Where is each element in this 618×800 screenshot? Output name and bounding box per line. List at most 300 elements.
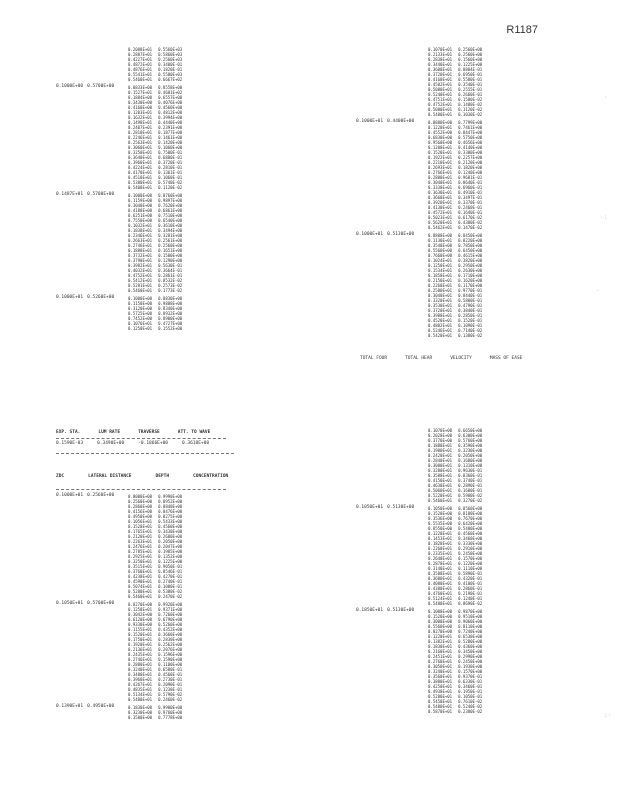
- depth-value: 0.4230E+01: [128, 574, 153, 579]
- concentration-value: 0.2890E-01: [458, 483, 483, 488]
- concentration-value: 0.6960E-01: [458, 185, 483, 190]
- concentration-value: 0.1290E+00: [158, 258, 183, 263]
- depth-value: 0.3515E+01: [128, 564, 153, 569]
- concentration-value: 0.8760E+00: [158, 193, 183, 198]
- group-label: [356, 505, 414, 511]
- concentration-value: 0.9681E-01: [458, 175, 483, 180]
- depth-value: 0.1220E+01: [428, 125, 453, 130]
- concentration-value: 0.7778E+00: [158, 715, 183, 720]
- depth-value: 0.4760E+01: [428, 591, 453, 596]
- depth-value: 0.2663E+01: [128, 238, 153, 243]
- concentration-value: 0.1930E+00: [458, 664, 483, 669]
- depth-value: 0.5460E+01: [128, 594, 153, 599]
- data-row: [428, 112, 482, 117]
- depth-value: 0.3430E+00: [128, 100, 153, 105]
- depth-value: 0.5124E+01: [428, 596, 453, 601]
- concentration-value: 0.2470E-02: [158, 594, 183, 599]
- concentration-value: 0.2740E-01: [158, 579, 183, 584]
- group-label-value: 0.2560E+00: [87, 493, 115, 498]
- depth-value: 0.3250E+01: [128, 559, 153, 564]
- group-label-value: 0.5130E+00: [387, 608, 415, 613]
- depth-value: 0.4188E+00: [128, 208, 153, 213]
- upper-right-footer-labels: [360, 356, 522, 362]
- group-label-value: 0.5700E+00: [87, 84, 115, 89]
- concentration-value: 0.7260E+00: [158, 612, 183, 617]
- depth-value: 0.8270E+00: [428, 629, 453, 634]
- group-label-value: 0.1050E+01: [356, 505, 384, 510]
- value-column: [428, 120, 482, 230]
- concentration-value: 0.2190E-01: [458, 591, 483, 596]
- concentration-value: 0.2076E+00: [158, 647, 183, 652]
- concentration-value: 0.6880E-01: [158, 155, 183, 160]
- document-id: R1187: [506, 24, 538, 36]
- concentration-value: 0.6540E+00: [158, 218, 183, 223]
- depth-value: 0.4150E+01: [428, 478, 453, 483]
- concentration-value: 0.8180E+00: [458, 511, 483, 516]
- depth-value: 0.2020E+00: [428, 433, 453, 438]
- depth-value: 0.3530E+01: [428, 303, 453, 308]
- data-row: [428, 498, 482, 503]
- footer-label: TOTAL HEAR: [405, 356, 433, 361]
- depth-value: 0.2560E+00: [128, 499, 153, 504]
- depth-value: 0.1000E+00: [128, 296, 153, 301]
- depth-value: 0.5450E+01: [428, 699, 453, 704]
- concentration-value: 0.2560E+00: [458, 47, 483, 52]
- depth-value: 0.2880E+01: [428, 175, 453, 180]
- value-column: [428, 506, 482, 606]
- depth-value: 0.5280E+01: [128, 589, 153, 594]
- depth-value: 0.3320E+01: [428, 298, 453, 303]
- depth-value: 0.4170E+01: [128, 170, 153, 175]
- concentration-value: 0.6420E+00: [458, 521, 483, 526]
- depth-value: 0.6251E+00: [128, 213, 153, 218]
- depth-value: 0.4160E+01: [428, 77, 453, 82]
- concentration-value: 0.7240E+00: [458, 629, 483, 634]
- depth-value: 0.3042E+00: [128, 612, 153, 617]
- depth-value: 0.1850E+01: [428, 273, 453, 278]
- depth-value: 0.2840E+01: [428, 458, 453, 463]
- concentration-value: 0.4615E+00: [458, 253, 483, 258]
- depth-value: 0.1498E+01: [128, 120, 153, 125]
- concentration-value: 0.8804E-01: [458, 67, 483, 72]
- depth-value: 0.3040E+01: [428, 293, 453, 298]
- depth-value: 0.5480E+01: [128, 697, 153, 702]
- depth-value: 0.3680E+01: [428, 67, 453, 72]
- depth-value: 0.1032E+01: [128, 223, 153, 228]
- depth-value: 0.5240E+01: [428, 92, 453, 97]
- depth-value: 0.1159E+00: [128, 198, 153, 203]
- table-header: DEPTH: [155, 474, 170, 479]
- group-label: [56, 192, 114, 198]
- concentration-value: 0.1030E-02: [458, 112, 483, 117]
- concentration-value: 0.5790E-02: [158, 692, 183, 697]
- depth-value: 0.1830E+00: [128, 705, 153, 710]
- depth-value: 0.1000E+00: [128, 193, 153, 198]
- concentration-value: 0.3370E-01: [458, 200, 483, 205]
- depth-value: 0.4590E+01: [128, 579, 153, 584]
- depth-value: 0.3760E+01: [128, 569, 153, 574]
- depth-value: 0.2870E+01: [428, 561, 453, 566]
- depth-value: 0.2476E+01: [128, 544, 153, 549]
- data-row: [428, 709, 482, 714]
- depth-value: 0.1534E+01: [428, 268, 453, 273]
- group-label-value: 0.5700E+00: [87, 192, 115, 197]
- concentration-value: 0.1170E+00: [458, 283, 483, 288]
- depth-value: 0.3920E+01: [428, 200, 453, 205]
- depth-value: 0.4572E+01: [428, 210, 453, 215]
- depth-value: 0.4876E+01: [128, 67, 153, 72]
- depth-value: 0.2260E+01: [428, 283, 453, 288]
- depth-value: 0.1203E+01: [128, 110, 153, 115]
- concentration-value: 0.1500E+00: [158, 253, 183, 258]
- depth-value: 0.1520E+01: [128, 524, 153, 529]
- depth-value: 0.5560E+00: [428, 248, 453, 253]
- concentration-value: 0.1461E+00: [158, 135, 183, 140]
- concentration-value: 0.1640E-01: [458, 210, 483, 215]
- concentration-value: 0.1680E+00: [458, 458, 483, 463]
- depth-value: 0.4250E+01: [428, 684, 453, 689]
- concentration-value: 0.1985E+00: [158, 549, 183, 554]
- concentration-value: 0.1050E-01: [458, 694, 483, 699]
- concentration-value: 0.2560E+03: [158, 57, 183, 62]
- depth-value: 0.2760E+01: [428, 659, 453, 664]
- depth-value: 0.3120E+00: [128, 306, 153, 311]
- depth-value: 0.2150E+01: [428, 278, 453, 283]
- depth-value: 0.2887E+01: [128, 52, 153, 57]
- depth-value: 0.3680E+01: [428, 576, 453, 581]
- depth-value: 0.4130E+01: [428, 205, 453, 210]
- concentration-value: 0.1680E-01: [458, 488, 483, 493]
- depth-value: 0.1830E+01: [428, 644, 453, 649]
- table-header-divider: [56, 489, 226, 490]
- concentration-value: 0.2450E+00: [458, 551, 483, 556]
- depth-value: 0.3060E+01: [128, 145, 153, 150]
- depth-value: 0.1880E+01: [428, 443, 453, 448]
- value-column: [128, 296, 182, 331]
- depth-value: 0.1922E+01: [428, 155, 453, 160]
- concentration-value: 0.1000E-01: [158, 584, 183, 589]
- depth-value: 0.2746E+01: [128, 243, 153, 248]
- depth-value: 0.5380E+01: [128, 180, 153, 185]
- concentration-value: 0.4812E+00: [158, 110, 183, 115]
- concentration-value: 0.9371E+00: [158, 607, 183, 612]
- concentration-value: 0.5240E-02: [458, 704, 483, 709]
- concentration-value: 0.4560E+00: [458, 531, 483, 536]
- concentration-value: 0.4360E+00: [458, 644, 483, 649]
- depth-value: 0.3982E+01: [128, 263, 153, 268]
- concentration-value: 0.2257E+00: [458, 155, 483, 160]
- concentration-value: 0.1710E+00: [458, 273, 483, 278]
- concentration-value: 0.1651E+00: [158, 248, 183, 253]
- concentration-value: 0.1110E+00: [458, 566, 483, 571]
- concentration-value: 0.7610E-02: [458, 699, 483, 704]
- concentration-value: 0.6790E+00: [158, 617, 183, 622]
- concentration-value: 0.3820E+00: [458, 258, 483, 263]
- concentration-value: 0.4100E-01: [458, 581, 483, 586]
- depth-value: 0.3536E+00: [428, 516, 453, 521]
- concentration-value: 0.8450E+00: [458, 233, 483, 238]
- summary-value: 0.3490E+00: [97, 441, 125, 446]
- depth-value: 0.1520E+00: [428, 511, 453, 516]
- concentration-value: 0.2810E-01: [158, 165, 183, 170]
- concentration-value: 0.1420E+00: [158, 140, 183, 145]
- depth-value: 0.2693E+01: [428, 165, 453, 170]
- concentration-value: 0.8360E-01: [458, 473, 483, 478]
- depth-value: 0.2210E+01: [428, 160, 453, 165]
- concentration-value: 0.1470E-02: [458, 225, 483, 230]
- depth-value: 0.1155E+01: [128, 627, 153, 632]
- concentration-value: 0.2561E+00: [158, 238, 183, 243]
- summary-header: LUM RATE: [98, 430, 121, 435]
- concentration-value: 0.4727E+00: [158, 321, 183, 326]
- concentration-value: 0.5750E+00: [458, 135, 483, 140]
- depth-value: 0.1520E+00: [428, 614, 453, 619]
- concentration-value: 0.9870E+00: [458, 609, 483, 614]
- concentration-value: 0.8546E-01: [158, 569, 183, 574]
- concentration-value: 0.3430E+00: [158, 529, 183, 534]
- concentration-value: 0.8932E+00: [158, 311, 183, 316]
- depth-value: 0.3480E+01: [128, 672, 153, 677]
- concentration-value: 0.6650E+00: [458, 428, 483, 433]
- concentration-value: 0.4790E-01: [458, 303, 483, 308]
- depth-value: 0.1884E+00: [128, 95, 153, 100]
- depth-value: 0.5560E+00: [428, 624, 453, 629]
- depth-value: 0.3000E+00: [428, 619, 453, 624]
- depth-value: 0.4380E+01: [428, 586, 453, 591]
- depth-value: 0.5412E+01: [128, 278, 153, 283]
- concentration-value: 0.4560E+00: [158, 524, 183, 529]
- depth-value: 0.1220E+01: [428, 634, 453, 639]
- group-label-value: 0.4400E+00: [387, 119, 415, 124]
- concentration-value: 0.8952E+00: [158, 499, 183, 504]
- depth-value: 0.3250E+01: [128, 150, 153, 155]
- concentration-value: 0.9888E+00: [158, 301, 183, 306]
- concentration-value: 0.3590E+00: [458, 443, 483, 448]
- group-label-value: 0.1000E+00: [56, 84, 84, 89]
- depth-value: 0.3980E+01: [428, 313, 453, 318]
- summary-value: 0.1590E-03: [56, 441, 84, 446]
- value-column: [428, 47, 482, 117]
- depth-value: 0.2451E+01: [428, 654, 453, 659]
- concentration-value: 0.7799E+00: [458, 120, 483, 125]
- depth-value: 0.5280E+01: [428, 694, 453, 699]
- depth-value: 0.1520E+01: [428, 150, 453, 155]
- group-label-value: 0.4950E+00: [87, 704, 115, 709]
- depth-value: 0.5870E+01: [428, 709, 453, 714]
- concentration-value: 0.1090E-01: [458, 323, 483, 328]
- summary-header: ATT. TO WAVE: [177, 430, 211, 435]
- depth-value: 0.3588E+01: [428, 571, 453, 576]
- group-label: [356, 608, 414, 614]
- concentration-value: 0.1552E+00: [158, 326, 183, 331]
- summary-header: TRAVERSE: [138, 430, 160, 435]
- concentration-value: 0.3450E+00: [458, 649, 483, 654]
- concentration-value: 0.7140E-02: [458, 328, 483, 333]
- depth-value: 0.2810E+01: [128, 130, 153, 135]
- group-label-value: 0.5700E+00: [87, 601, 115, 606]
- depth-value: 0.2160E+01: [428, 649, 453, 654]
- concentration-value: 0.4140E+00: [458, 145, 483, 150]
- concentration-value: 0.1380E-02: [458, 333, 483, 338]
- footer-label: TOTAL FOUR: [360, 356, 388, 361]
- depth-value: 0.0000E+00: [128, 494, 153, 499]
- data-row: [428, 601, 482, 606]
- concentration-value: 0.4380E-02: [458, 220, 483, 225]
- concentration-value: 0.2573E-02: [158, 283, 183, 288]
- depth-value: 0.5725E+00: [128, 311, 153, 316]
- concentration-value: 0.9990E+00: [158, 494, 183, 499]
- depth-value: 0.1453E+01: [428, 536, 453, 541]
- concentration-value: 0.8220E+00: [458, 238, 483, 243]
- depth-value: 0.1130E+01: [428, 238, 453, 243]
- depth-value: 0.1250E+01: [428, 263, 453, 268]
- concentration-value: 0.4440E+00: [158, 120, 183, 125]
- concentration-value: 0.2391E+00: [158, 125, 183, 130]
- depth-value: 0.2260E+01: [428, 546, 453, 551]
- concentration-value: 0.4656E+00: [458, 140, 483, 145]
- depth-value: 0.2136E+01: [128, 647, 153, 652]
- concentration-value: 0.5280E+00: [458, 639, 483, 644]
- depth-value: 0.1050E+00: [428, 506, 453, 511]
- concentration-value: 0.5380E-02: [158, 589, 183, 594]
- depth-value: 0.1220E+01: [428, 531, 453, 536]
- concentration-value: 0.1560E+00: [458, 57, 483, 62]
- concentration-value: 0.5560E+03: [158, 47, 183, 52]
- summary-value: 0.3618E+00: [182, 441, 210, 446]
- concentration-value: 0.7670E+00: [458, 516, 483, 521]
- concentration-value: 0.2950E+00: [458, 263, 483, 268]
- concentration-value: 0.1820E-01: [158, 67, 183, 72]
- concentration-value: 0.5580E-01: [458, 77, 483, 82]
- depth-value: 0.8880E+00: [428, 120, 453, 125]
- group-label-value: 0.1487E+01: [56, 192, 84, 197]
- depth-value: 0.4032E+01: [128, 268, 153, 273]
- concentration-value: 0.6530E+00: [458, 634, 483, 639]
- concentration-value: 0.4270E-01: [158, 574, 183, 579]
- concentration-value: 0.8340E+00: [158, 306, 183, 311]
- concentration-value: 0.1877E+00: [158, 130, 183, 135]
- footer-label: MASS OF EASE: [489, 356, 523, 361]
- concentration-value: 0.5740E-02: [158, 180, 183, 185]
- concentration-value: 0.2562E+00: [158, 642, 183, 647]
- concentration-value: 0.8110E+00: [458, 624, 483, 629]
- depth-value: 0.1070E+01: [428, 47, 453, 52]
- concentration-value: 0.6300E+00: [458, 433, 483, 438]
- concentration-value: 0.2660E-01: [458, 92, 483, 97]
- depth-value: 0.3720E+01: [428, 72, 453, 77]
- depth-value: 0.4872E+01: [128, 62, 153, 67]
- depth-value: 0.4227E+01: [128, 57, 153, 62]
- depth-value: 0.5541E+01: [128, 72, 153, 77]
- depth-value: 0.2120E+01: [128, 534, 153, 539]
- concentration-value: 0.4910E-01: [458, 190, 483, 195]
- group-label: [356, 119, 414, 125]
- depth-value: 0.5480E+01: [428, 601, 453, 606]
- concentration-value: 0.2460E-02: [158, 697, 183, 702]
- depth-value: 0.3230E+00: [128, 710, 153, 715]
- depth-value: 0.4835E+01: [128, 687, 153, 692]
- concentration-value: 0.1120E-02: [158, 185, 183, 190]
- depth-value: 0.1980E+01: [428, 448, 453, 453]
- depth-value: 0.5460E+01: [128, 77, 153, 82]
- concentration-value: 0.6170E-02: [458, 215, 483, 220]
- depth-value: 0.5420E+01: [428, 333, 453, 338]
- concentration-value: 0.2680E+00: [158, 534, 183, 539]
- depth-value: 0.8270E+00: [128, 602, 153, 607]
- depth-value: 0.4752E+01: [128, 273, 153, 278]
- depth-value: 0.2407E+01: [128, 125, 153, 130]
- concentration-value: 0.6557E+00: [158, 95, 183, 100]
- depth-value: 0.2925E+01: [128, 554, 153, 559]
- depth-value: 0.1750E+01: [128, 637, 153, 642]
- depth-value: 0.3540E+00: [428, 243, 453, 248]
- concentration-value: 0.1240E-01: [458, 596, 483, 601]
- depth-value: 0.2335E+01: [428, 551, 453, 556]
- group-label-value: 0.5130E+00: [387, 505, 415, 510]
- concentration-value: 0.3480E-01: [158, 62, 183, 67]
- depth-value: 0.4160E+00: [128, 105, 153, 110]
- depth-value: 0.2246E+01: [128, 135, 153, 140]
- concentration-value: 0.1773E-02: [158, 288, 183, 293]
- concentration-value: 0.3300E+00: [458, 150, 483, 155]
- concentration-value: 0.3660E+00: [158, 632, 183, 637]
- concentration-value: 0.1310E+00: [458, 463, 483, 468]
- depth-value: 0.4224E+01: [128, 165, 153, 170]
- concentration-value: 0.7850E+00: [458, 243, 483, 248]
- concentration-value: 0.2560E+00: [158, 243, 183, 248]
- concentration-value: 0.2047E+00: [158, 544, 183, 549]
- concentration-value: 0.4076E+00: [158, 100, 183, 105]
- concentration-value: 0.5760E+00: [458, 438, 483, 443]
- depth-value: 0.4080E+01: [428, 581, 453, 586]
- concentration-value: 0.1570E+00: [458, 556, 483, 561]
- concentration-value: 0.9510E+00: [458, 614, 483, 619]
- group-label-value: 0.1000E+01: [356, 232, 384, 237]
- summary-header-row: [56, 430, 210, 436]
- group-label-value: 0.1000E+01: [356, 119, 384, 124]
- depth-value: 0.4802E+01: [428, 323, 453, 328]
- depth-value: 0.3580E+00: [128, 715, 153, 720]
- concentration-value: 0.5890E-01: [458, 571, 483, 576]
- concentration-value: 0.8532E-02: [158, 278, 183, 283]
- group-label-value: 0.1850E+01: [356, 608, 384, 613]
- value-column: [128, 193, 182, 293]
- depth-value: 0.5220E+01: [428, 493, 453, 498]
- depth-value: 0.1000E+00: [428, 609, 453, 614]
- concentration-value: 0.2910E+00: [458, 546, 483, 551]
- concentration-value: 0.9050E-01: [158, 564, 183, 569]
- depth-value: 0.3240E+01: [428, 669, 453, 674]
- depth-value: 0.3040E+00: [128, 203, 153, 208]
- concentration-value: 0.3610E+00: [158, 223, 183, 228]
- concentration-value: 0.1950E-01: [458, 689, 483, 694]
- table-header: CONCENTRATION: [193, 474, 229, 479]
- concentration-value: 0.8275E+00: [158, 514, 183, 519]
- concentration-value: 0.2460E-01: [458, 205, 483, 210]
- concentration-value: 0.5580E+03: [158, 72, 183, 77]
- concentration-value: 0.2555E-01: [458, 87, 483, 92]
- depth-value: 0.4582E+01: [428, 82, 453, 87]
- concentration-value: 0.1120E-02: [458, 107, 483, 112]
- concentration-value: 0.4560E-01: [158, 672, 183, 677]
- depth-value: 0.3732E+01: [128, 253, 153, 258]
- depth-value: 0.3880E+01: [428, 679, 453, 684]
- concentration-value: 0.1820E+00: [458, 165, 483, 170]
- summary-header: EXP. STA.: [56, 430, 81, 435]
- group-label-value: 0.1390E+01: [56, 704, 84, 709]
- depth-value: 0.1076E+01: [128, 321, 153, 326]
- depth-value: 0.1632E+01: [128, 115, 153, 120]
